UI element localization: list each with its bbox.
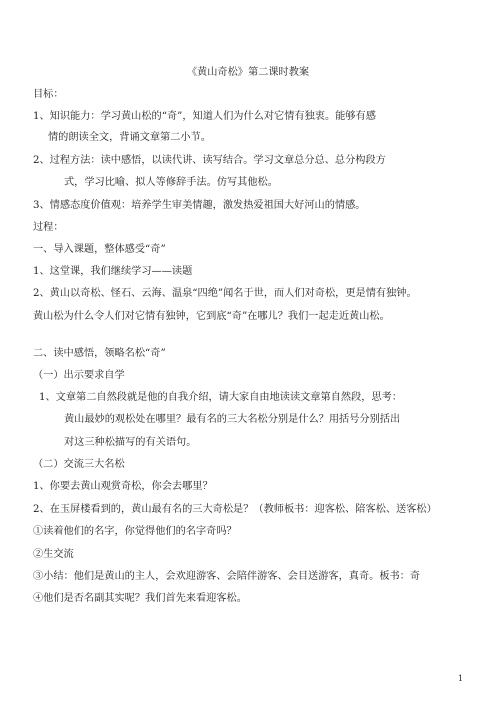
- sub-item-2: ②生交流: [33, 549, 74, 560]
- heading-part-1: 一、导入课题，整体感受“奇”: [33, 244, 166, 255]
- goal-item-2: 2、过程方法：读中感悟，以读代讲、读写结合。学习文章总分总、总分构段方: [33, 155, 386, 166]
- goal-item-1-cont: 情的朗读全文，背诵文章第二小节。: [48, 132, 211, 143]
- sub-item-1: ①读着他们的名字，你觉得他们的名字奇吗？: [33, 526, 237, 537]
- subheading-2-2: （二）交流三大名松: [33, 459, 125, 470]
- question-2-2-1: 1、你要去黄山观赏奇松，你会去哪里？: [33, 481, 213, 492]
- sub-item-4: ④他们是否名副其实呢？我们首先来看迎客松。: [33, 593, 247, 604]
- section-label-process: 过程：: [33, 222, 64, 233]
- goal-item-3: 3、情感态度价值观：培养学生审美情趣，激发热爱祖国大好河山的情感。: [33, 200, 366, 211]
- heading-part-2: 二、读中感悟，领略名松“奇”: [33, 348, 166, 359]
- section-label-goals: 目标：: [33, 89, 64, 100]
- goal-item-2-cont: 式，学习比喻、拟人等修辞手法。仿写其他松。: [64, 177, 278, 188]
- page-title: 《黄山奇松》第二课时教案: [186, 67, 310, 78]
- subheading-2-1: （一）出示要求自学: [33, 370, 125, 381]
- step-1-2-cont: 黄山松为什么令人们对它情有独钟，它到底“奇”在哪儿？我们一起走近黄山松。: [33, 311, 390, 322]
- task-2-1-1-cont-2: 对这三种松描写的有关语句。: [64, 437, 197, 448]
- sub-item-3: ③小结：他们是黄山的主人，会欢迎游客、会陪伴游客、会目送游客，真奇。板书：奇: [33, 571, 421, 582]
- question-2-2-2: 2、在玉屏楼看到的，黄山最有名的三大奇松是？（教师板书：迎客松、陪客松、送客松）: [33, 504, 437, 515]
- step-1-1: 1、这堂课，我们继续学习——读题: [33, 266, 193, 277]
- task-2-1-1-cont: 黄山最妙的观松处在哪里？最有名的三大名松分别是什么？用括号分别括出: [64, 414, 401, 425]
- goal-item-1: 1、知识能力：学习黄山松的“奇”，知道人们为什么对它情有独衷。能够有感: [33, 111, 376, 122]
- page-number: 1: [457, 674, 463, 683]
- task-2-1-1: 1、文章第二自然段就是他的自我介绍，请大家自由地读读文章第自然段，思考：: [39, 392, 403, 403]
- step-1-2: 2、黄山以奇松、怪石、云海、温泉“四绝”闻名于世，而人们对奇松，更是情有独钟。: [33, 288, 417, 299]
